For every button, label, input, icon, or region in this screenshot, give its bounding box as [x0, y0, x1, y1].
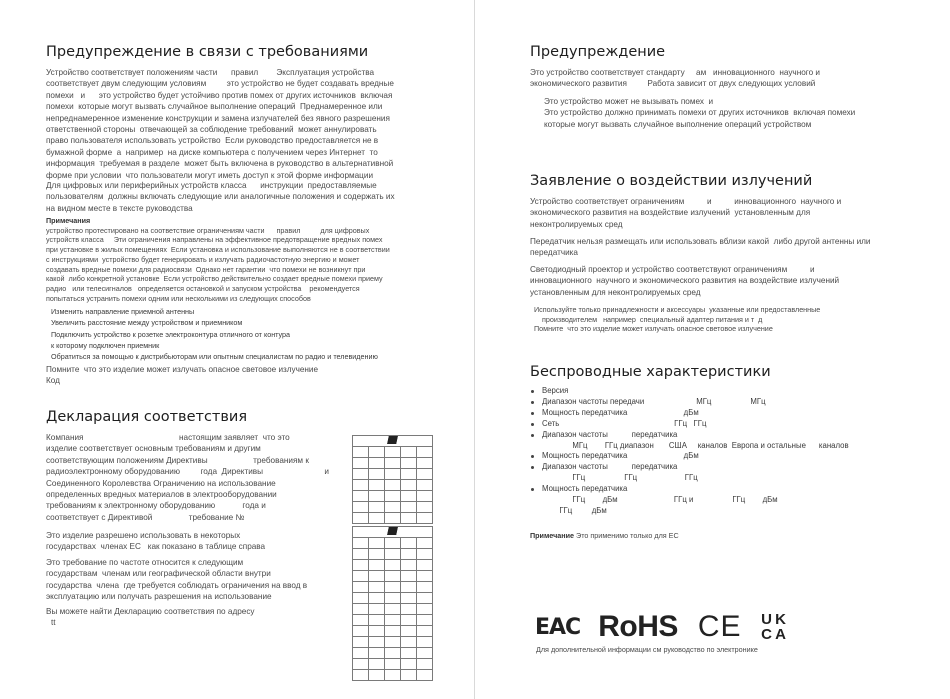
warning-symbol-icon	[387, 436, 398, 444]
country-table-2	[352, 526, 433, 681]
text-line: устройств класса Эти ограничения направлены на эффективное предотвращение вредных помех	[46, 235, 383, 245]
list-item: ГГц ГГц ГГц	[542, 473, 698, 483]
text-line: Устройство соответствует положениям части правил Эксплуатация устройства	[46, 68, 375, 77]
text-line: неконтролируемых сред	[530, 219, 623, 229]
regulatory-notes	[46, 216, 436, 303]
text-line: Соединенного Королевства Ограничению на использование	[46, 478, 276, 488]
text-line: государствам членам или географической области внутри	[46, 569, 271, 579]
text-line: право пользователя использовать устройство Если руководство предоставляется не в	[46, 136, 379, 146]
list-item: Диапазон частоты передатчика	[529, 462, 929, 473]
radiation-notes	[534, 305, 914, 334]
list-item: Обратиться за помощью к дистрибьюторам или опытным специалистам по радио и телевидению	[51, 352, 378, 362]
text-line: форме при условии что пользователи могут иметь доступ к этой форме информации	[46, 170, 374, 180]
regulatory-paragraph-2	[46, 180, 426, 214]
radiation-paragraph-1	[530, 196, 910, 230]
light-warning-text: Помните что это изделие может излучать опасное световое излучение	[46, 365, 319, 374]
rohs-icon: RoHS	[598, 610, 678, 643]
wireless-title: Беспроводные характеристики	[530, 364, 771, 380]
text-line: инновационного научного и экономического развития на воздействие излучений	[530, 276, 840, 286]
list-item: Диапазон частоты передачи МГц МГц	[529, 397, 929, 408]
text-line: Компания настоящим заявляет что это	[46, 433, 290, 442]
radiation-paragraph-3	[530, 264, 910, 298]
list-item: Диапазон частоты передатчика	[529, 430, 929, 441]
text-line: Это изделие разрешено использовать в некоторых	[46, 531, 241, 540]
text-line: какой либо конкретной установке Если устройство действительно создает вредные помехи приему	[46, 274, 383, 284]
text-line: при установке в жилых помещениях Если установка и использование выполняются не в соответствии	[46, 245, 390, 255]
regulatory-paragraph-1	[46, 67, 426, 181]
text-line: производителем например специальный адаптер питания и т д	[542, 314, 763, 324]
interference-remedies-list	[51, 306, 431, 362]
text-line: эксплуатацию или получать разрешения на использование	[46, 592, 272, 602]
text-line: определенных вредных материалов в электрооборудовании	[46, 490, 277, 500]
right-page	[475, 0, 950, 699]
text-line: соответствующим положениям Директивы требованиям к	[46, 455, 309, 465]
text-line: помехи которые могут вызвать случайное выполнение операций Преднамеренное или	[46, 102, 383, 112]
note-text: Это применимо только для ЕС	[576, 531, 679, 540]
list-item: Подключить устройство к розетке электроконтура отличного от контура	[51, 329, 291, 339]
text-line: государства члена где требуется соблюдать ограничения на ввод в	[46, 580, 308, 590]
radiation-title: Заявление о воздействии излучений	[530, 173, 813, 189]
text-line: экономического развития на воздействие излучений установленным для	[530, 208, 811, 218]
conformity-paragraph-2	[46, 530, 336, 553]
text-line: Для цифровых или периферийных устройств класса инструкции предоставляемые	[46, 181, 377, 190]
list-item: Сеть ГГц ГГц	[529, 419, 929, 430]
text-line: ответственной стороны отвечающей за соблюдение требований может аннулировать	[46, 125, 377, 135]
warning-symbol-icon	[387, 527, 398, 535]
list-item: Мощность передатчика дБм	[529, 451, 929, 462]
text-line: непреднамеренное изменение конструкции и замена излучателей без явного разрешения	[46, 113, 390, 123]
text-line: Передатчик нельзя размещать или использовать вблизи какой либо другой антенны или	[530, 237, 871, 246]
text-line: которые могут вызвать случайное выполнение операций устройством	[544, 119, 812, 129]
text-line: помехи и это устройство будет устойчиво против помех от других источников включая	[46, 90, 393, 100]
footer-note: Для дополнительной информации см руководство по электронике	[536, 645, 758, 654]
certification-logos	[535, 610, 788, 644]
text-line: Светодиодный проектор и устройство соответствуют ограничениям и	[530, 265, 815, 274]
list-item: к которому подключен приемник	[51, 340, 160, 350]
ukca-letter: C	[761, 626, 772, 643]
text-line: пользователям должны включать следующие или аналогичные положения и содержать их	[46, 192, 395, 202]
list-item: Мощность передатчика	[529, 484, 929, 495]
text-line: установленным для неконтролируемых сред	[530, 287, 701, 297]
text-line: Вы можете найти Декларацию соответствия по адресу	[46, 607, 255, 616]
eac-icon: EAC	[535, 614, 581, 640]
conformity-title: Декларация соответствия	[46, 409, 248, 425]
doc-url-text: tt	[51, 618, 56, 628]
text-line: Это устройство соответствует стандарту ам инновационного научного и	[530, 68, 820, 77]
warning-title: Предупреждение	[530, 44, 666, 60]
text-line: на видном месте в тексте руководства	[46, 203, 193, 213]
list-item: Изменить направление приемной антенны	[51, 307, 195, 316]
ukca-letter: U	[761, 611, 772, 628]
text-line: информация требуемая в разделе может быть включена в руководство в альтернативной	[46, 159, 394, 169]
text-line: радио или телесигналов определяется остановкой и запуском устройства рекомендуется	[46, 283, 360, 293]
light-warning-block	[46, 364, 426, 387]
regulatory-warning-title: Предупреждение в связи с требованиями	[46, 44, 369, 60]
text-line: Используйте только принадлежности и аксессуары указанные или предоставленные	[534, 305, 821, 314]
conformity-paragraph-4	[46, 606, 346, 629]
warning-conditions	[544, 96, 924, 130]
table-header	[353, 436, 433, 447]
ukca-letter: K	[775, 611, 786, 628]
text-line: радиоэлектронному оборудованию года Директивы и	[46, 467, 329, 477]
text-line: передатчика	[530, 248, 578, 258]
text-line: изделие соответствует основным требованиям и другим	[46, 444, 261, 454]
text-line: Это требование по частоте относится к следующим	[46, 558, 244, 567]
conformity-paragraph-1	[46, 432, 336, 523]
ukca-icon	[760, 612, 788, 642]
code-label: Код	[46, 376, 60, 386]
ce-icon: CE	[697, 610, 742, 643]
text-line: Это устройство должно принимать помехи от других источников включая помехи	[544, 108, 856, 118]
radiation-paragraph-2	[530, 236, 910, 259]
eac-mark	[535, 615, 580, 640]
text-line: государствах членах ЕС как показано в таблице справа	[46, 542, 266, 552]
text-line: попытаться устранить помехи одним или несколькими из следующих способов	[46, 293, 311, 303]
text-line: создавать вредные помехи для радиосвязи Однако нет гарантии что помехи не возникнут при	[46, 264, 366, 274]
list-item: ГГц дБм ГГц и ГГц дБм	[542, 495, 778, 505]
country-table-1	[352, 435, 433, 524]
text-line: соответствует двум следующим условиям это устройство не будет создавать вредные	[46, 79, 394, 89]
text-line: Помните что это изделие может излучать опасное световое излучение	[534, 324, 773, 334]
list-item: ГГц дБм	[542, 505, 607, 515]
left-page	[0, 0, 474, 699]
ukca-letter: A	[775, 626, 786, 643]
table-header	[353, 527, 433, 538]
list-item: МГц ГГц диапазон США каналов Европа и остальные каналов	[542, 440, 849, 450]
note-label: Примечание	[530, 531, 575, 540]
list-item: Мощность передатчика дБм	[529, 408, 929, 419]
text-line: с инструкциями устройство будет генерировать и излучать радиочастотную энергию и может	[46, 254, 360, 264]
text-line: соответствует с Директивой требование №	[46, 512, 245, 522]
text-line: Это устройство может не вызывать помех и	[544, 97, 714, 106]
notes-heading: Примечания	[46, 216, 91, 225]
wireless-note	[530, 531, 910, 541]
wireless-spec-list	[529, 386, 929, 517]
text-line: устройство протестировано на соответствие ограничениям части правил для цифровых	[46, 225, 370, 235]
text-line: бумажной форме а например на диске компьютера с получением через Интернет то	[46, 147, 378, 157]
text-line: экономического развития Работа зависит от двух следующих условий	[530, 79, 816, 89]
warning-paragraph	[530, 67, 910, 90]
conformity-paragraph-3	[46, 557, 346, 603]
text-line: Устройство соответствует ограничениям и инновационного научного и	[530, 197, 842, 206]
list-item: Увеличить расстояние между устройством и приемником	[51, 318, 243, 328]
list-item: Версия	[529, 386, 929, 397]
text-line: требованиям к электронному оборудованию года и	[46, 501, 266, 511]
